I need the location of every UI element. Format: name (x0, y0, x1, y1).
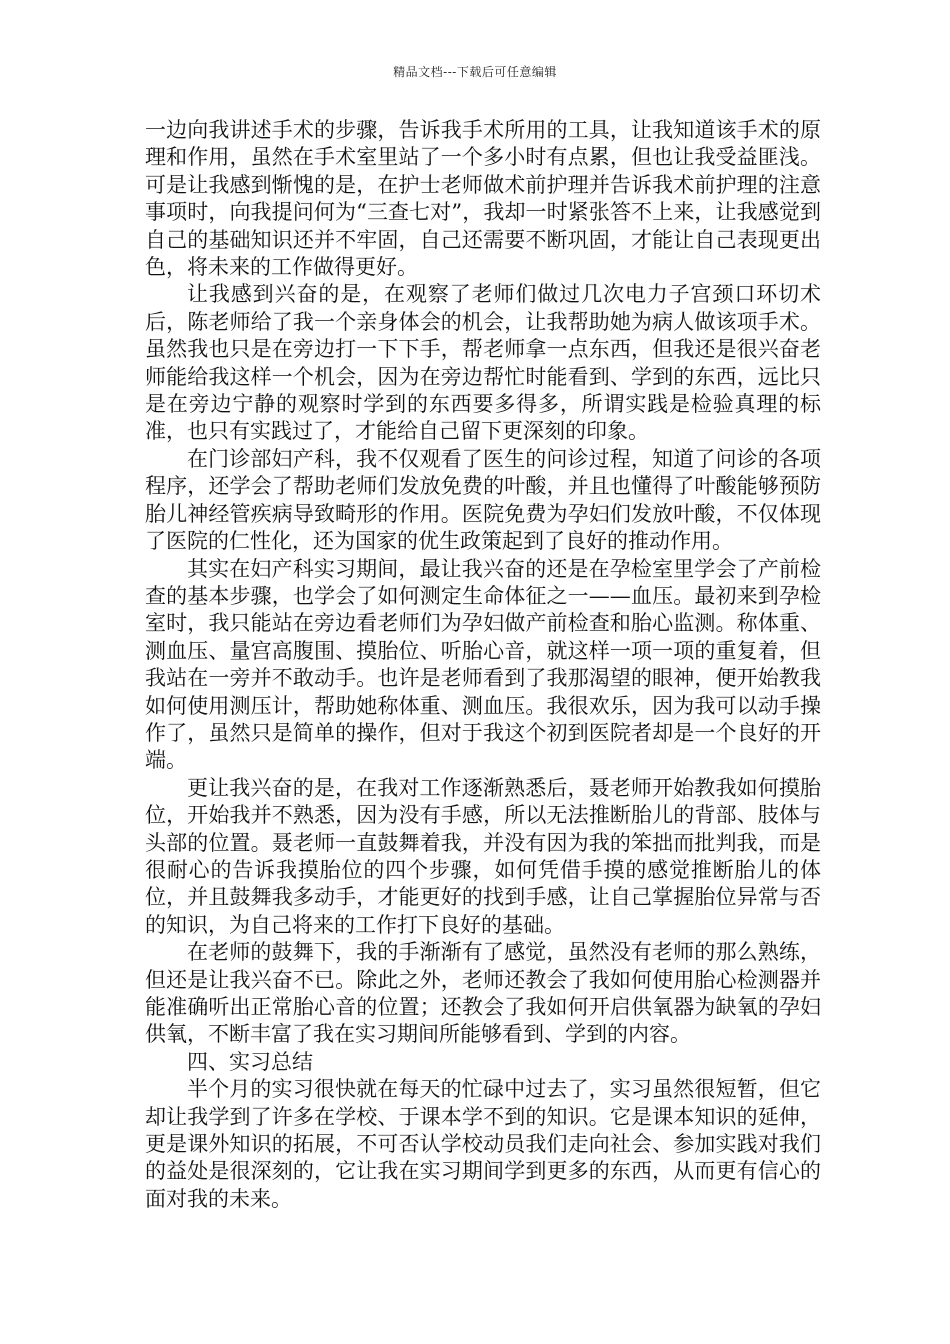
paragraph: 其实在妇产科实习期间，最让我兴奋的还是在孕检室里学会了产前检查的基本步骤，也学会了如何测定生命体征之一——血压。最初来到孕检室时，我只能站在旁边看老师们为孕妇做产前检查和胎心监测。称体重、测血压、量宫高腹围、摸胎位、听胎心音，就这样一项一项的重复着，但我站在一旁并不敢动手。也许是老师看到了我那渴望的眼神，便开始教我如何使用测压计，帮助她称体重、测血压。我很欢乐，因为我可以动手操作了，虽然只是简单的操作，但对于我这个初到医院者却是一个良好的开端。 (145, 556, 821, 773)
paragraph-continuation: 一边向我讲述手术的步骤，告诉我手术所用的工具，让我知道该手术的原理和作用，虽然在手术室里站了一个多小时有点累，但也让我受益匪浅。可是让我感到惭愧的是，在护士老师做术前护理并告诉我术前护理的注意事项时，向我提问何为“三查七对”，我却一时紧张答不上来，让我感觉到自己的基础知识还并不牢固，自己还需要不断巩固，才能让自己表现更出色，将未来的工作做得更好。 (145, 118, 821, 280)
paragraph: 更让我兴奋的是，在我对工作逐渐熟悉后，聂老师开始教我如何摸胎位，开始我并不熟悉，因为没有手感，所以无法推断胎儿的背部、肢体与头部的位置。聂老师一直鼓舞着我，并没有因为我的笨拙而批判我，而是很耐心的告诉我摸胎位的四个步骤，如何凭借手摸的感觉推断胎儿的体位，并且鼓舞我多动手，才能更好的找到手感，让自己掌握胎位异常与否的知识，为自己将来的工作打下良好的基础。 (145, 775, 821, 937)
paragraph: 在门诊部妇产科，我不仅观看了医生的问诊过程，知道了问诊的各项程序，还学会了帮助老师们发放免费的叶酸，并且也懂得了叶酸能够预防胎儿神经管疾病导致畸形的作用。医院免费为孕妇们发放叶酸，不仅体现了医院的仁性化，还为国家的优生政策起到了良好的推动作用。 (145, 446, 821, 554)
paragraph: 在老师的鼓舞下，我的手渐渐有了感觉，虽然没有老师的那么熟练，但还是让我兴奋不已。除此之外，老师还教会了我如何使用胎心检测器并能准确听出正常胎心音的位置；还教会了我如何开启供氧器为缺氧的孕妇供氧，不断丰富了我在实习期间所能够看到、学到的内容。 (145, 940, 821, 1047)
paragraph: 半个月的实习很快就在每天的忙碌中过去了，实习虽然很短暂，但它却让我学到了许多在学校、于课本学不到的知识。它是课本知识的延伸，更是课外知识的拓展，不可否认学校动员我们走向社会、参加实践对我们的益处是很深刻的，它让我在实习期间学到更多的东西，从而更有信心的面对我的未来。 (145, 1077, 821, 1211)
section-heading: 四、实习总结 (187, 1049, 313, 1074)
document-body (145, 117, 821, 1213)
paragraph: 让我感到兴奋的是，在观察了老师们做过几次电力子宫颈口环切术后，陈老师给了我一个亲身体会的机会，让我帮助她为病人做该项手术。虽然我也只是在旁边打一下下手，帮老师拿一点东西，但我还是很兴奋老师能给我这样一个机会，因为在旁边帮忙时能看到、学到的东西，远比只是在旁边宁静的观察时学到的东西要多得多，所谓实践是检验真理的标准，也只有实践过了，才能给自己留下更深刻的印象。 (145, 282, 821, 444)
page-header: 精品文档---下载后可任意编辑 (393, 65, 557, 79)
